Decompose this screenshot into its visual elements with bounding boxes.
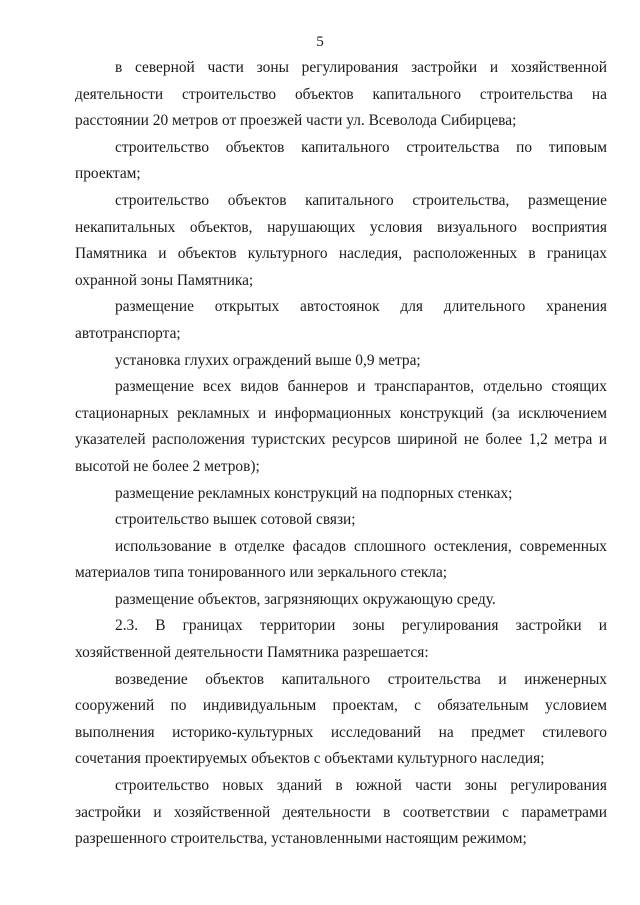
document-body xyxy=(75,55,607,853)
paragraph: в северной части зоны регулирования застройки и хозяйственной деятельности строительство объектов капитального строительства на расстоянии 20 метров от проезжей части ул. Всеволода Сибирцева; xyxy=(75,59,607,130)
paragraph: размещение всех видов баннеров и транспарантов, отдельно стоящих стационарных рекламных и информационных конструкций (за исключением указателей расположения туристских ресурсов шириной не более 1,2 метра и высотой не более 2 метров); xyxy=(75,378,607,475)
paragraph: установка глухих ограждений выше 0,9 метра; xyxy=(115,351,421,369)
section-paragraph: 2.3. В границах территории зоны регулирования застройки и хозяйственной деятельности Памятника разрешается: xyxy=(75,617,607,662)
paragraph: использование в отделке фасадов сплошного остекления, современных материалов типа тонированного или зеркального стекла; xyxy=(75,537,607,582)
paragraph: возведение объектов капитального строительства и инженерных сооружений по индивидуальным проектам, с обязательным условием выполнения историко-культурных исследований на предмет стилевого сочетания проектируемых объектов с объектами культурного наследия; xyxy=(75,670,607,768)
paragraph: размещение рекламных конструкций на подпорных стенках; xyxy=(115,484,513,502)
paragraph: размещение открытых автостоянок для длительного хранения автотранспорта; xyxy=(75,298,607,342)
paragraph: строительство объектов капитального строительства по типовым проектам; xyxy=(75,138,607,183)
paragraph: размещение объектов, загрязняющих окружающую среду. xyxy=(115,590,496,608)
paragraph: строительство вышек сотовой связи; xyxy=(115,511,356,529)
paragraph: строительство новых зданий в южной части зоны регулирования застройки и хозяйственной деятельности в соответствии с параметрами разрешенного строительства, установленными настоящим режимом; xyxy=(75,777,607,848)
paragraph: строительство объектов капитального строительства, размещение некапитальных объектов, нарушающих условия визуального восприятия Памятника и объектов культурного наследия, расположенных в границах охранной зоны Памятника; xyxy=(75,191,607,289)
page-number: 5 xyxy=(316,34,324,50)
